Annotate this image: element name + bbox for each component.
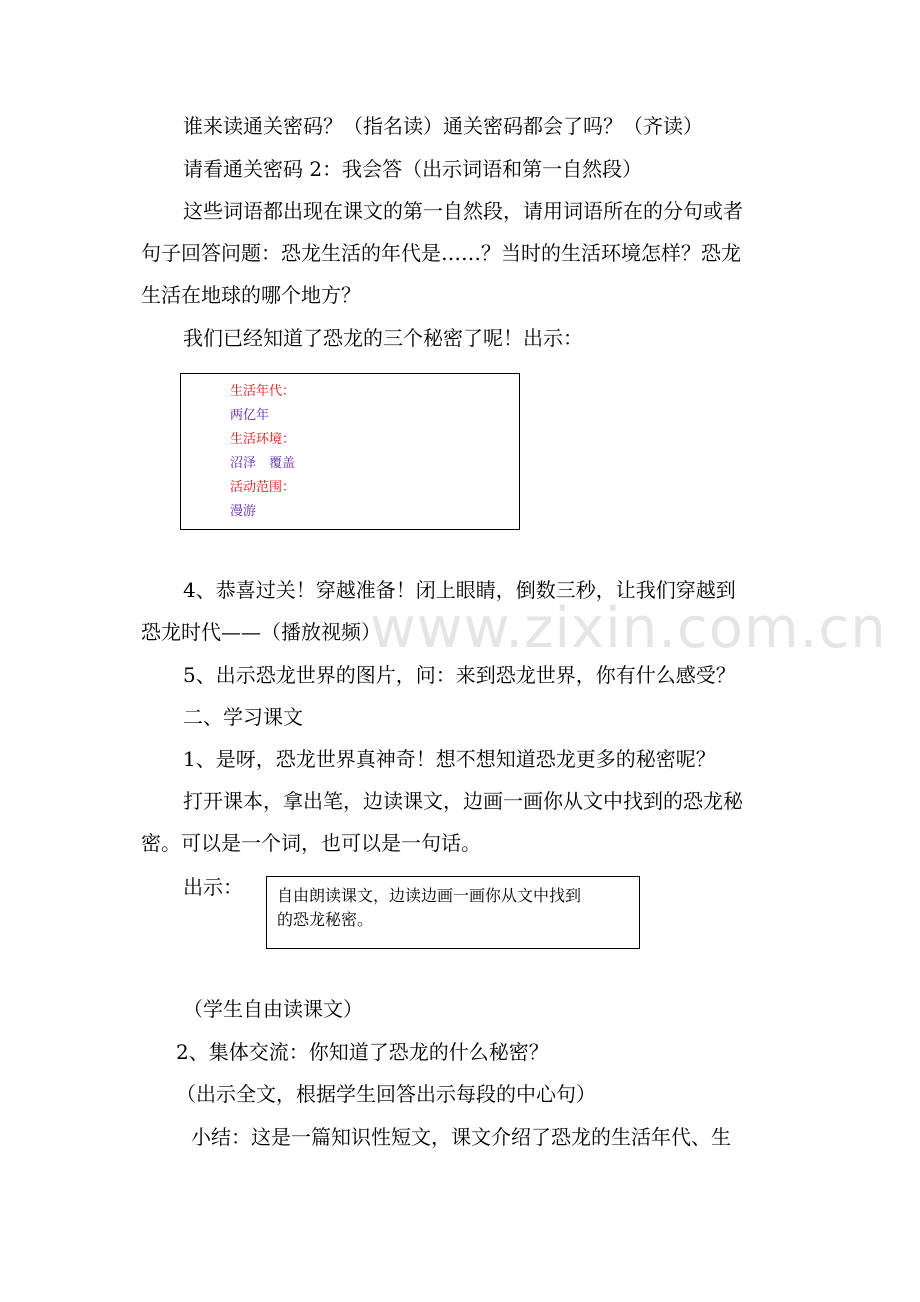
show-label: 出示： bbox=[183, 875, 243, 899]
paragraph-12: 2、集体交流：你知道了恐龙的什么秘密？ bbox=[176, 1040, 549, 1064]
paragraph-9-line-1: 打开课本，拿出笔，边读课文，边画一画你从文中找到的恐龙秘 bbox=[183, 789, 743, 813]
environment-value: 沼泽 覆盖 bbox=[230, 456, 296, 471]
dinosaur-secrets-box bbox=[180, 373, 520, 530]
paragraph-1: 谁来读通关密码？（指名读）通关密码都会了吗？（齐读） bbox=[183, 114, 703, 138]
era-label: 生活年代： bbox=[230, 384, 296, 399]
task-line-1: 自由朗读课文，边读边画一画你从文中找到 bbox=[277, 886, 582, 905]
paragraph-14: 小结：这是一篇知识性短文，课文介绍了恐龙的生活年代、生 bbox=[191, 1125, 731, 1149]
environment-label: 生活环境： bbox=[230, 432, 296, 447]
paragraph-5-line-2: 恐龙时代——（播放视频） bbox=[141, 620, 381, 644]
range-label: 活动范围： bbox=[230, 480, 296, 495]
paragraph-4: 我们已经知道了恐龙的三个秘密了呢！出示： bbox=[183, 326, 583, 350]
reading-task-box bbox=[266, 876, 640, 949]
paragraph-3-line-1: 这些词语都出现在课文的第一自然段，请用词语所在的分句或者 bbox=[183, 199, 743, 223]
watermark: www.zixin.com.cn bbox=[370, 596, 887, 661]
paragraph-3-line-3: 生活在地球的哪个地方？ bbox=[141, 283, 361, 307]
section-heading: 二、学习课文 bbox=[183, 705, 303, 729]
paragraph-13: （出示全文，根据学生回答出示每段的中心句） bbox=[176, 1082, 596, 1106]
paragraph-3-line-2: 句子回答问题：恐龙生活的年代是……？当时的生活环境怎样？恐龙 bbox=[141, 241, 741, 265]
paragraph-5-line-1: 4、恭喜过关！穿越准备！闭上眼睛，倒数三秒，让我们穿越到 bbox=[183, 578, 736, 602]
paragraph-11: （学生自由读课文） bbox=[183, 997, 363, 1021]
paragraph-8: 1、是呀，恐龙世界真神奇！想不想知道恐龙更多的秘密呢？ bbox=[183, 747, 716, 771]
task-line-2: 的恐龙秘密。 bbox=[277, 910, 374, 929]
paragraph-2: 请看通关密码 2：我会答（出示词语和第一自然段） bbox=[183, 157, 643, 181]
paragraph-6: 5、出示恐龙世界的图片，问：来到恐龙世界，你有什么感受？ bbox=[183, 663, 736, 687]
range-value: 漫游 bbox=[230, 504, 257, 519]
paragraph-9-line-2: 密。可以是一个词，也可以是一句话。 bbox=[141, 831, 481, 855]
era-value: 两亿年 bbox=[230, 408, 270, 423]
